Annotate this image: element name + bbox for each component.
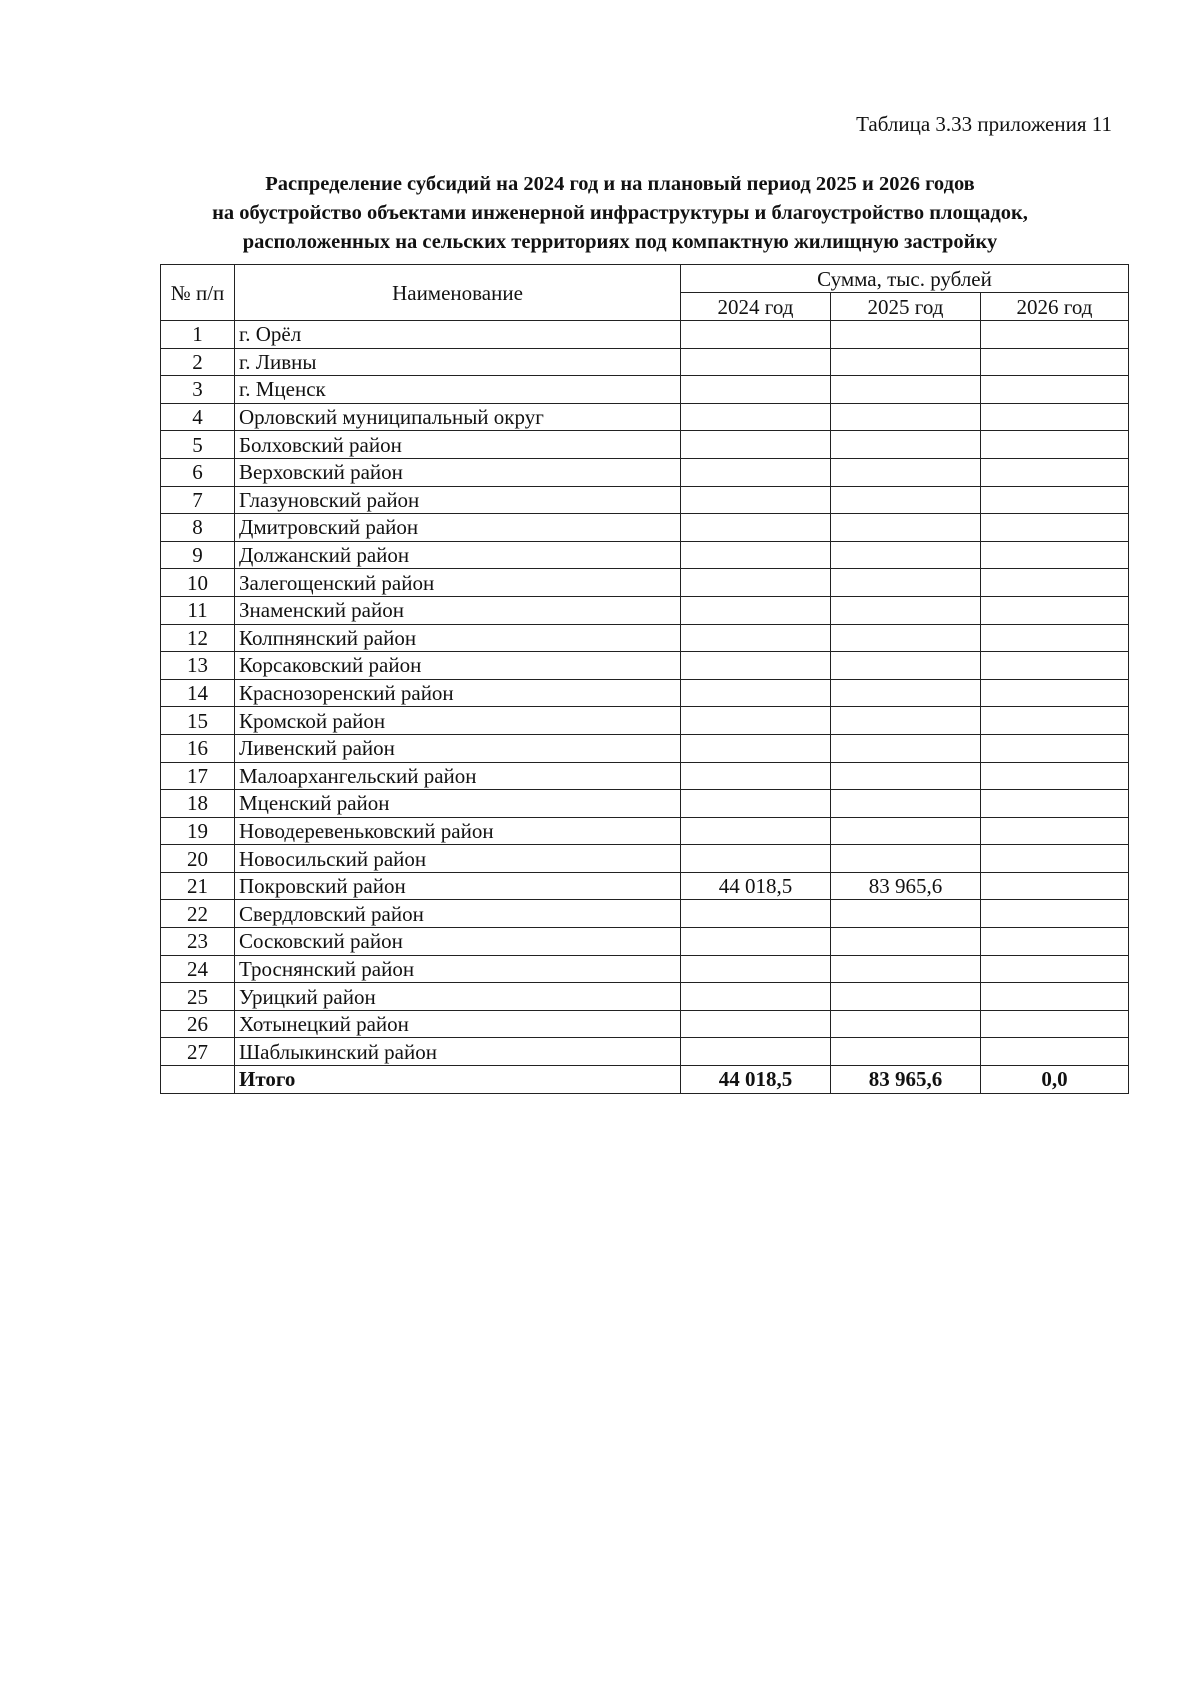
row-value-2026 [981, 431, 1129, 459]
total-2024: 44 018,5 [681, 1066, 831, 1094]
row-number: 23 [161, 928, 235, 956]
row-name: Хотынецкий район [235, 1010, 681, 1038]
row-number: 18 [161, 790, 235, 818]
table-row [161, 707, 1129, 735]
row-value-2026 [981, 541, 1129, 569]
row-value-2024 [681, 486, 831, 514]
row-value-2026 [981, 652, 1129, 680]
table-row [161, 790, 1129, 818]
table-row [161, 928, 1129, 956]
row-value-2024 [681, 1010, 831, 1038]
row-value-2024 [681, 624, 831, 652]
table-row [161, 872, 1129, 900]
table-row [161, 679, 1129, 707]
row-value-2025 [831, 900, 981, 928]
total-label: Итого [235, 1066, 681, 1094]
row-name: г. Орёл [235, 321, 681, 349]
table-row [161, 845, 1129, 873]
row-value-2026 [981, 707, 1129, 735]
row-value-2025 [831, 652, 981, 680]
row-number: 1 [161, 321, 235, 349]
table-row [161, 734, 1129, 762]
table-row [161, 403, 1129, 431]
row-value-2026 [981, 569, 1129, 597]
row-value-2024 [681, 955, 831, 983]
row-number: 14 [161, 679, 235, 707]
document-title [140, 170, 1100, 257]
row-value-2025 [831, 734, 981, 762]
table-row [161, 624, 1129, 652]
table-row [161, 486, 1129, 514]
row-value-2024 [681, 541, 831, 569]
row-number: 15 [161, 707, 235, 735]
row-name: Болховский район [235, 431, 681, 459]
row-number: 8 [161, 514, 235, 542]
row-value-2026 [981, 955, 1129, 983]
row-name: Краснозоренский район [235, 679, 681, 707]
row-value-2026 [981, 900, 1129, 928]
row-value-2024 [681, 431, 831, 459]
row-value-2024 [681, 983, 831, 1011]
row-value-2025 [831, 569, 981, 597]
row-value-2025 [831, 541, 981, 569]
header-name: Наименование [235, 265, 681, 321]
row-name: Верховский район [235, 458, 681, 486]
row-name: г. Мценск [235, 376, 681, 404]
row-value-2024 [681, 348, 831, 376]
row-value-2024 [681, 321, 831, 349]
row-value-2025 [831, 790, 981, 818]
row-number: 27 [161, 1038, 235, 1066]
row-number: 4 [161, 403, 235, 431]
table-row [161, 817, 1129, 845]
row-number: 19 [161, 817, 235, 845]
subsidy-table [160, 264, 1129, 1094]
header-sum: Сумма, тыс. рублей [681, 265, 1129, 293]
table-row [161, 514, 1129, 542]
total-number [161, 1066, 235, 1094]
header-2024: 2024 год [681, 293, 831, 321]
row-value-2026 [981, 1038, 1129, 1066]
row-number: 7 [161, 486, 235, 514]
row-number: 21 [161, 872, 235, 900]
title-line-1: Распределение субсидий на 2024 год и на плановый период 2025 и 2026 годов [265, 173, 975, 195]
row-name: Кромской район [235, 707, 681, 735]
row-value-2025 [831, 321, 981, 349]
row-name: Свердловский район [235, 900, 681, 928]
table-row [161, 596, 1129, 624]
row-name: Корсаковский район [235, 652, 681, 680]
row-number: 12 [161, 624, 235, 652]
row-value-2024 [681, 900, 831, 928]
row-value-2026 [981, 376, 1129, 404]
row-value-2026 [981, 348, 1129, 376]
table-row [161, 348, 1129, 376]
row-value-2025 [831, 624, 981, 652]
row-value-2025 [831, 817, 981, 845]
row-name: Мценский район [235, 790, 681, 818]
row-value-2024 [681, 928, 831, 956]
row-name: Ливенский район [235, 734, 681, 762]
row-number: 24 [161, 955, 235, 983]
table-row [161, 569, 1129, 597]
row-name: Дмитровский район [235, 514, 681, 542]
row-name: Знаменский район [235, 596, 681, 624]
header-2026: 2026 год [981, 293, 1129, 321]
row-name: Троснянский район [235, 955, 681, 983]
row-value-2025 [831, 983, 981, 1011]
row-value-2024 [681, 652, 831, 680]
row-name: Урицкий район [235, 983, 681, 1011]
row-value-2024 [681, 817, 831, 845]
row-name: Сосковский район [235, 928, 681, 956]
header-2025: 2025 год [831, 293, 981, 321]
table-row [161, 762, 1129, 790]
row-value-2025 [831, 514, 981, 542]
row-value-2026 [981, 872, 1129, 900]
row-number: 20 [161, 845, 235, 873]
table-row [161, 652, 1129, 680]
row-name: Глазуновский район [235, 486, 681, 514]
row-name: Колпнянский район [235, 624, 681, 652]
table-row [161, 900, 1129, 928]
row-value-2024: 44 018,5 [681, 872, 831, 900]
row-number: 3 [161, 376, 235, 404]
row-name: Новосильский район [235, 845, 681, 873]
row-number: 17 [161, 762, 235, 790]
row-value-2026 [981, 486, 1129, 514]
row-value-2024 [681, 679, 831, 707]
row-value-2026 [981, 845, 1129, 873]
total-row [161, 1066, 1129, 1094]
row-name: Орловский муниципальный округ [235, 403, 681, 431]
row-value-2026 [981, 928, 1129, 956]
row-value-2025 [831, 403, 981, 431]
total-2026: 0,0 [981, 1066, 1129, 1094]
row-value-2024 [681, 458, 831, 486]
row-value-2024 [681, 762, 831, 790]
row-number: 5 [161, 431, 235, 459]
row-name: Покровский район [235, 872, 681, 900]
table-row [161, 431, 1129, 459]
table-body [161, 321, 1129, 1094]
row-value-2025 [831, 762, 981, 790]
row-value-2025 [831, 1038, 981, 1066]
row-value-2025: 83 965,6 [831, 872, 981, 900]
row-value-2026 [981, 321, 1129, 349]
row-value-2025 [831, 486, 981, 514]
row-value-2025 [831, 1010, 981, 1038]
table-header [161, 265, 1129, 321]
row-name: г. Ливны [235, 348, 681, 376]
row-value-2026 [981, 403, 1129, 431]
row-value-2025 [831, 596, 981, 624]
row-number: 13 [161, 652, 235, 680]
row-value-2025 [831, 431, 981, 459]
row-number: 9 [161, 541, 235, 569]
row-number: 6 [161, 458, 235, 486]
row-value-2025 [831, 928, 981, 956]
table-caption: Таблица 3.33 приложения 11 [856, 112, 1112, 136]
row-value-2026 [981, 514, 1129, 542]
row-value-2024 [681, 845, 831, 873]
total-2025: 83 965,6 [831, 1066, 981, 1094]
table-row [161, 321, 1129, 349]
row-name: Новодеревеньковский район [235, 817, 681, 845]
row-value-2026 [981, 458, 1129, 486]
table-row [161, 376, 1129, 404]
row-value-2026 [981, 790, 1129, 818]
row-number: 16 [161, 734, 235, 762]
row-value-2025 [831, 376, 981, 404]
row-value-2024 [681, 734, 831, 762]
row-value-2025 [831, 845, 981, 873]
table-row [161, 541, 1129, 569]
row-value-2026 [981, 983, 1129, 1011]
row-number: 11 [161, 596, 235, 624]
row-value-2026 [981, 817, 1129, 845]
row-name: Малоархангельский район [235, 762, 681, 790]
row-value-2025 [831, 458, 981, 486]
row-value-2025 [831, 348, 981, 376]
row-value-2024 [681, 569, 831, 597]
header-num: № п/п [161, 265, 235, 321]
table-row [161, 458, 1129, 486]
title-line-3: расположенных на сельских территориях под компактную жилищную застройку [242, 231, 998, 253]
row-value-2025 [831, 955, 981, 983]
row-name: Залегощенский район [235, 569, 681, 597]
row-value-2024 [681, 376, 831, 404]
row-value-2026 [981, 596, 1129, 624]
table-row [161, 983, 1129, 1011]
row-value-2024 [681, 403, 831, 431]
table-row [161, 1038, 1129, 1066]
table-row [161, 1010, 1129, 1038]
row-name: Должанский район [235, 541, 681, 569]
row-value-2025 [831, 707, 981, 735]
row-number: 10 [161, 569, 235, 597]
table-row [161, 955, 1129, 983]
row-number: 2 [161, 348, 235, 376]
row-value-2026 [981, 762, 1129, 790]
row-value-2025 [831, 679, 981, 707]
row-value-2026 [981, 679, 1129, 707]
row-value-2026 [981, 624, 1129, 652]
row-number: 25 [161, 983, 235, 1011]
row-value-2024 [681, 707, 831, 735]
row-number: 22 [161, 900, 235, 928]
row-value-2024 [681, 596, 831, 624]
row-value-2026 [981, 734, 1129, 762]
row-value-2024 [681, 790, 831, 818]
row-value-2024 [681, 1038, 831, 1066]
row-value-2024 [681, 514, 831, 542]
title-line-2: на обустройство объектами инженерной инфраструктуры и благоустройство площадок, [212, 202, 1028, 224]
row-value-2026 [981, 1010, 1129, 1038]
row-name: Шаблыкинский район [235, 1038, 681, 1066]
row-number: 26 [161, 1010, 235, 1038]
